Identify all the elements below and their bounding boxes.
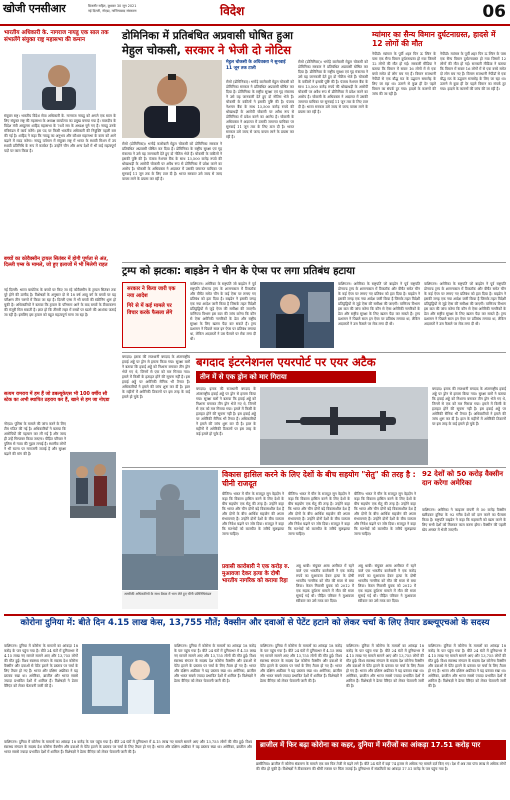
story-covaxin-kids bbox=[4, 256, 116, 386]
portrait-photo-icon bbox=[22, 54, 96, 110]
page-number: 06 bbox=[482, 2, 506, 22]
body-text: संयुक्त राष्ट्र। भारतीय विदेश सेवा अधिकारी के. नागराज नायडू को अगले एक साल के लिए संयुक्त राष्ट्र की महासभा के अध्यक्ष कार्यालय का प्रमुख बनाया गया है। मालदीव के विदेश मंत्री अब्दुल्ला शाहिद महासभा के 76वें सत्र के अध्यक्ष चुने गए हैं। नायडू उनके मंत्रिमंडल में कार्य करेंगे। इस पद पर किसी भारतीय अधिकारी की नियुक्ति पहली बार की गई है। शाहिद ने कहा कि नायडू का अनुभव और कौशल महासभा के काम को आगे बढ़ाने में मदद करेगा। नायडू वर्तमान में संयुक्त राष्ट्र में भारत के स्थायी मिशन में उप स्थायी प्रतिनिधि के रूप में कार्यरत हैं। उन्होंने चीन और अन्य देशों में भी कई महत्वपूर्ण पदों पर काम किया है। bbox=[4, 114, 116, 153]
headline-highlight: सरकार ने भेजी दो नोटिस bbox=[185, 43, 292, 57]
biden-photo-icon bbox=[260, 282, 334, 348]
body-text-c: रोसो (डोमिनिका)। भगोड़े कारोबारी मेहुल चोकसी को डोमिनिका सरकार ने प्रतिबंधित अप्रवासी घोषित कर दिया है। डोमिनिका के राष्ट्रीय सुरक्षा एवं गृह मंत्रालय ने उसे यह जानकारी देते हुए दो नोटिस भेजे हैं। चोकसी के वकीलों ने इसकी पुष्टि की है। पंजाब नेशनल बैंक के साथ 13,500 करोड़ रुपये की धोखाधड़ी के आरोपी चोकसी पर अवैध रूप से डोमिनिका में प्रवेश करने का आरोप है। चोकसी के अधिवक्ता ने अदालत में उसकी जमानत याचिका पर सुनवाई 11 जून तक के लिए टाल दी है। भारत सरकार उसे जल्द से जल्द वापस लाने के प्रयास कर रही है। bbox=[298, 60, 368, 114]
body-text-b: वाशिंगटन। दुनिया में कोरोना के मामलों का आंकड़ा 18 करोड़ के पार पहुंच गया है। बीते 24 घंटों में दुनियाभर में 4.15 लाख नए मामले सामने आए और 13,755 लोगों की मौत हुई। विश्व स्वास्थ्य संगठन के सदस्य देश कोरोना वैक्सीन और दवाओं से पेटेंट हटाने के प्रस्ताव पर चर्चा के लिए तैयार हो गए हैं। भारत और दक्षिण अफ्रीका ने यह प्रस्ताव रखा था। अमेरिका, ब्राजील और भारत सबसे ज्यादा प्रभावित देशों में शामिल हैं। विशेषज्ञों ने डेल्टा वैरिएंट को लेकर चेतावनी जारी की है। bbox=[174, 644, 256, 683]
story-china-india bbox=[222, 470, 416, 560]
page-header bbox=[0, 0, 510, 26]
headline: विकास हासिल करने के लिए देशों के बीच सहयोग "सेतु" की तरह है : चीनी राजदूत bbox=[222, 470, 416, 489]
headline-line2 bbox=[122, 43, 368, 57]
headline: 92 देशों को 50 करोड़ वैक्सीन दान करेगा अमेरिका bbox=[422, 470, 504, 487]
kicker-box bbox=[226, 60, 286, 71]
edition-name: नई दिल्ली, नोएडा, गाजियाबाद संस्करण bbox=[88, 9, 137, 13]
divider bbox=[122, 467, 506, 468]
story-nayadu bbox=[4, 30, 116, 153]
headline: सत्यम रामराय में हम हैं जो डबल्यूकेएस भी 100 वर्षीय सौ स्टेक का अभी स्थापित ठहराय कर हैं, खाने से हम जा नोएडा bbox=[4, 392, 110, 403]
story-trump bbox=[122, 265, 506, 350]
body-text-b: बगदाद। इराक की राजधानी बगदाद के अंतरराष्ट्रीय हवाई अड्डे पर ड्रोन से हमला किया गया। सुरक्षा बलों ने बताया कि हवाई अड्डे को निशाना बनाकर तीन ड्रोन भेजे गए थे, जिनमें से एक को मार गिराया गया। हमले में किसी के हताहत होने की सूचना नहीं है। इस हवाई अड्डे पर अमेरिकी सैनिक भी तैनात हैं। अधिकारियों ने हमले की जांच शुरू कर दी है। हाल के महीनों में अमेरिकी ठिकानों पर इस तरह के कई हमले हो चुके हैं। bbox=[196, 387, 256, 436]
body-text-a: बगदाद। इराक की राजधानी बगदाद के अंतरराष्ट्रीय हवाई अड्डे पर ड्रोन से हमला किया गया। सुरक्षा बलों ने बताया कि हवाई अड्डे को निशाना बनाकर तीन ड्रोन भेजे गए थे, जिनमें से एक को मार गिराया गया। हमले में किसी के हताहत होने की सूचना नहीं है। इस हवाई अड्डे पर अमेरिकी सैनिक भी तैनात हैं। अधिकारियों ने हमले की जांच शुरू कर दी है। हाल के महीनों में अमेरिकी ठिकानों पर इस तरह के कई हमले हो चुके हैं। bbox=[122, 355, 190, 399]
body-text-b: बीजिंग। भारत में चीन के राजदूत सुन वेइदोंग ने कहा कि विकास हासिल करने के लिए देशों के बीच सहयोग एक सेतु की तरह है। उन्होंने कहा कि भारत और चीन दोनों बड़े विकासशील देश हैं और दोनों के बीच आर्थिक सहयोग की अपार संभावनाएं हैं। उन्होंने दोनों देशों के बीच व्यापार और निवेश बढ़ाने पर जोर दिया। राजदूत ने कहा कि मतभेदों को बातचीत के जरिये सुलझाया जाना चाहिए। bbox=[288, 492, 350, 536]
body-text-b: नेपीडॉ। म्यांमार के पूर्वी शहर पिन ऊ ल्विन के पास एक सैन्य विमान दुर्घटनाग्रस्त हो गया जिसमें 12 लोगों की मौत हो गई। सरकारी मीडिया ने बताया कि विमान में सवार 16 लोगों में से एक बच्चे समेत दो लोग बच गए हैं। विमान राजधानी नेपीडॉ से एक बौद्ध मठ के उद्घाटन समारोह के लिए जा रहा था। उतरने से कुछ ही देर पहले विमान का संपर्क टूट गया। हादसे के कारणों की जांच की जा रही है। bbox=[440, 52, 506, 91]
body-text-a: वाशिंगटन। दुनिया में कोरोना के मामलों का आंकड़ा 18 करोड़ के पार पहुंच गया है। बीते 24 घंटों में दुनियाभर में 4.15 लाख नए मामले सामने आए और 13,755 लोगों की मौत हुई। विश्व स्वास्थ्य संगठन के सदस्य देश कोरोना वैक्सीन और दवाओं से पेटेंट हटाने के प्रस्ताव पर चर्चा के लिए तैयार हो गए हैं। भारत और दक्षिण अफ्रीका ने यह प्रस्ताव रखा था। अमेरिका, ब्राजील और भारत सबसे ज्यादा प्रभावित देशों में शामिल हैं। विशेषज्ञों ने डेल्टा वैरिएंट को लेकर चेतावनी जारी की है। bbox=[4, 644, 78, 688]
body-text-d: वाशिंगटन। दुनिया में कोरोना के मामलों का आंकड़ा 18 करोड़ के पार पहुंच गया है। बीते 24 घंटों में दुनियाभर में 4.15 लाख नए मामले सामने आए और 13,755 लोगों की मौत हुई। विश्व स्वास्थ्य संगठन के सदस्य देश कोरोना वैक्सीन और दवाओं से पेटेंट हटाने के प्रस्ताव पर चर्चा के लिए तैयार हो गए हैं। भारत और दक्षिण अफ्रीका ने यह प्रस्ताव रखा था। अमेरिका, ब्राजील और भारत सबसे ज्यादा प्रभावित देशों में शामिल हैं। विशेषज्ञों ने डेल्टा वैरिएंट को लेकर चेतावनी जारी की है। bbox=[346, 644, 424, 688]
body-text-c: वाशिंगटन। अमेरिका के राष्ट्रपति जो बाइडेन ने पूर्व राष्ट्रपति डोनाल्ड ट्रम्प के शासनकाल में टिकटॉक और वीचैट समेत चीन के कई ऐप्स पर लगाए गए प्रतिबंध को हटा दिया है। बाइडेन ने इसकी जगह एक नया आदेश जारी किया है जिसके तहत विदेशी प्रतिद्वंद्वियों से जुड़े ऐप्स की समीक्षा की जाएगी। वाणिज्य विभाग इस बात की जांच करेगा कि कौन से ऐप्स अमेरिकी नागरिकों के डेटा और राष्ट्रीय सुरक्षा के लिए खतरा पैदा कर सकते हैं। ट्रम्प प्रशासन ने पिछले साल इन ऐप्स पर प्रतिबंध लगाया था, लेकिन अदालतों ने उस फैसले पर रोक लगा दी थी। bbox=[424, 282, 506, 326]
edition-date: बिजनौर सहित, बुधवार 30 जून 2021 bbox=[88, 4, 137, 8]
story-baghdad bbox=[122, 355, 506, 465]
section-title: विदेश bbox=[220, 4, 245, 18]
body-text-e: वाशिंगटन। दुनिया में कोरोना के मामलों का आंकड़ा 18 करोड़ के पार पहुंच गया है। बीते 24 घंटों में दुनियाभर में 4.15 लाख नए मामले सामने आए और 13,755 लोगों की मौत हुई। विश्व स्वास्थ्य संगठन के सदस्य देश कोरोना वैक्सीन और दवाओं से पेटेंट हटाने के प्रस्ताव पर चर्चा के लिए तैयार हो गए हैं। भारत और दक्षिण अफ्रीका ने यह प्रस्ताव रखा था। अमेरिका, ब्राजील और भारत सबसे ज्यादा प्रभावित देशों में शामिल हैं। विशेषज्ञों ने डेल्टा वैरिएंट को लेकर चेतावनी जारी की है। bbox=[428, 644, 506, 688]
headline-line1: डोमिनिका में प्रतिबंधित अप्रवासी घोषित हुआ bbox=[122, 30, 293, 42]
story-myanmar bbox=[372, 30, 506, 260]
mehul-choksi-photo-icon bbox=[122, 60, 222, 138]
story-china-india-photo bbox=[122, 470, 218, 610]
headline: प्रवासी कारोबारी ने एक करोड़ रु. मुआवजा देकर हत्या के दोषी भारतीय नागरिक को कराया रिहा bbox=[222, 564, 290, 584]
subheadline-banner bbox=[196, 371, 376, 383]
headline-name: मेहुल चोकसी, bbox=[122, 43, 182, 57]
statue-photo-icon bbox=[122, 470, 218, 590]
headline: बगदाद इंटरनेशनल एयरपोर्ट पर एयर अटैक bbox=[196, 355, 376, 369]
divider bbox=[122, 262, 506, 263]
divider bbox=[122, 352, 506, 353]
body-text-a: अबू धाबी। संयुक्त अरब अमीरात में रहने वाले एक भारतीय कारोबारी ने एक करोड़ रुपये का मुआवजा देकर हत्या के दोषी भारतीय नागरिक को मौत की सजा से बचा लिया। केरल निवासी युवक को 2012 में एक सड़क दुर्घटना मामले में मौत की सजा सुनाई गई थी। पीड़ित परिवार ने मुआवजा स्वीकार कर उसे माफ कर दिया। bbox=[296, 564, 354, 603]
story-brazil bbox=[256, 740, 506, 798]
body-text-a: रोसो (डोमिनिका)। भगोड़े कारोबारी मेहुल चोकसी को डोमिनिका सरकार ने प्रतिबंधित अप्रवासी घोषित कर दिया है। डोमिनिका के राष्ट्रीय सुरक्षा एवं गृह मंत्रालय ने उसे यह जानकारी देते हुए दो नोटिस भेजे हैं। चोकसी के वकीलों ने इसकी पुष्टि की है। पंजाब नेशनल बैंक के साथ 13,500 करोड़ रुपये की धोखाधड़ी के आरोपी चोकसी पर अवैध रूप से डोमिनिका में प्रवेश करने का आरोप है। चोकसी के अधिवक्ता ने अदालत में उसकी जमानत याचिका पर सुनवाई 11 जून तक के लिए टाल दी है। भारत सरकार उसे जल्द से जल्द वापस लाने के प्रयास कर रही है। bbox=[122, 142, 222, 181]
story-vaccine-92 bbox=[422, 470, 506, 610]
headline: कोरोना दुनिया में: बीते दिन 4.15 लाख केस, 13,755 मौतें; वैक्सीन और दवाओं से पेटेंट हटाने को लेकर चर्चा के लिए तैयार डब्ल्यूएचओ के सदस्य bbox=[20, 618, 490, 628]
story-covid bbox=[4, 618, 506, 738]
kicker-text: मेहुल चोकसी के अधिवक्ता ने सुनवाई 11 जून तक टाली bbox=[226, 60, 286, 71]
bullet-2: गिरे से में कई मामले पर विचार करके फैसला लेंगे bbox=[127, 303, 173, 316]
body-text-a: बीजिंग। भारत में चीन के राजदूत सुन वेइदोंग ने कहा कि विकास हासिल करने के लिए देशों के बीच सहयोग एक सेतु की तरह है। उन्होंने कहा कि भारत और चीन दोनों बड़े विकासशील देश हैं और दोनों के बीच आर्थिक सहयोग की अपार संभावनाएं हैं। उन्होंने दोनों देशों के बीच व्यापार और निवेश बढ़ाने पर जोर दिया। राजदूत ने कहा कि मतभेदों को बातचीत के जरिये सुलझाया जाना चाहिए। bbox=[222, 492, 284, 536]
headline: बच्चों का कोवैक्सीन ट्रायल सितंबर में होगी पूर्णता से अंत, दिल्ली एम्स के मामले, जो हुए इलाजों में भी मिलेगी राहत bbox=[4, 256, 109, 269]
body-text: ब्रासीलिया। ब्राजील में कोरोना संक्रमण के मामले एक बार फिर तेजी से बढ़ने लगे हैं। बीते 24 घंटों में यहां 74 हजार से अधिक नए मामले दर्ज किए गए। देश में अब तक पांच लाख से अधिक लोगों की मौत हो चुकी है। विशेषज्ञों ने टीकाकरण की धीमी रफ्तार पर चिंता जताई है। दुनियाभर में संक्रमितों का आंकड़ा 17.51 करोड़ के पार पहुंच गया है। bbox=[256, 762, 506, 771]
body-text-c: बगदाद। इराक की राजधानी बगदाद के अंतरराष्ट्रीय हवाई अड्डे पर ड्रोन से हमला किया गया। सुरक्षा बलों ने बताया कि हवाई अड्डे को निशाना बनाकर तीन ड्रोन भेजे गए थे, जिनमें से एक को मार गिराया गया। हमले में किसी के हताहत होने की सूचना नहीं है। इस हवाई अड्डे पर अमेरिकी सैनिक भी तैनात हैं। अधिकारियों ने हमले की जांच शुरू कर दी है। हाल के महीनों में अमेरिकी ठिकानों पर इस तरह के कई हमले हो चुके हैं। bbox=[432, 387, 506, 426]
headline-banner bbox=[256, 740, 506, 760]
body-text-a: वाशिंगटन। अमेरिका के राष्ट्रपति जो बाइडेन ने पूर्व राष्ट्रपति डोनाल्ड ट्रम्प के शासनकाल में टिकटॉक और वीचैट समेत चीन के कई ऐप्स पर लगाए गए प्रतिबंध को हटा दिया है। बाइडेन ने इसकी जगह एक नया आदेश जारी किया है जिसके तहत विदेशी प्रतिद्वंद्वियों से जुड़े ऐप्स की समीक्षा की जाएगी। वाणिज्य विभाग इस बात की जांच करेगा कि कौन से ऐप्स अमेरिकी नागरिकों के डेटा और राष्ट्रीय सुरक्षा के लिए खतरा पैदा कर सकते हैं। ट्रम्प प्रशासन ने पिछले साल इन ऐप्स पर प्रतिबंध लगाया था, लेकिन अदालतों ने उस फैसले पर रोक लगा दी थी। bbox=[190, 282, 256, 341]
body-text-a: नेपीडॉ। म्यांमार के पूर्वी शहर पिन ऊ ल्विन के पास एक सैन्य विमान दुर्घटनाग्रस्त हो गया जिसमें 12 लोगों की मौत हो गई। सरकारी मीडिया ने बताया कि विमान में सवार 16 लोगों में से एक बच्चे समेत दो लोग बच गए हैं। विमान राजधानी नेपीडॉ से एक बौद्ध मठ के उद्घाटन समारोह के लिए जा रहा था। उतरने से कुछ ही देर पहले विमान का संपर्क टूट गया। हादसे के कारणों की जांच की जा रही है। bbox=[372, 52, 436, 96]
body-text: वाशिंगटन। अमेरिका ने फाइजर कंपनी से 50 करोड़ वैक्सीन खरीदकर दुनिया के 92 गरीब देशों को दान करने का फैसला किया है। राष्ट्रपति बाइडेन ने कहा कि महामारी को खत्म करने के लिए सभी देशों को मिलकर काम करना होगा। वैक्सीन की पहली खेप अगस्त में भेजी जाएगी। bbox=[422, 508, 506, 532]
bullet-box bbox=[122, 282, 186, 348]
masthead-logo bbox=[3, 2, 85, 23]
story-noida bbox=[4, 392, 116, 602]
headline: भारतीय अधिकारी के. नागराज नायडू एक साल तक संभालेंगे संयुक्त राष्ट्र महासभा की कमान bbox=[4, 30, 109, 43]
logo-text: खोजी एनसीआर bbox=[3, 2, 66, 15]
lab-photo-icon bbox=[82, 644, 170, 714]
story-indians bbox=[222, 564, 416, 612]
body-text-b: रोसो (डोमिनिका)। भगोड़े कारोबारी मेहुल चोकसी को डोमिनिका सरकार ने प्रतिबंधित अप्रवासी घोषित कर दिया है। डोमिनिका के राष्ट्रीय सुरक्षा एवं गृह मंत्रालय ने उसे यह जानकारी देते हुए दो नोटिस भेजे हैं। चोकसी के वकीलों ने इसकी पुष्टि की है। पंजाब नेशनल बैंक के साथ 13,500 करोड़ रुपये की धोखाधड़ी के आरोपी चोकसी पर अवैध रूप से डोमिनिका में प्रवेश करने का आरोप है। चोकसी के अधिवक्ता ने अदालत में उसकी जमानत याचिका पर सुनवाई 11 जून तक के लिए टाल दी है। भारत सरकार उसे जल्द से जल्द वापस लाने के प्रयास कर रही है। bbox=[226, 80, 294, 139]
divider bbox=[4, 614, 506, 616]
body-text-c: बीजिंग। भारत में चीन के राजदूत सुन वेइदोंग ने कहा कि विकास हासिल करने के लिए देशों के बीच सहयोग एक सेतु की तरह है। उन्होंने कहा कि भारत और चीन दोनों बड़े विकासशील देश हैं और दोनों के बीच आर्थिक सहयोग की अपार संभावनाएं हैं। उन्होंने दोनों देशों के बीच व्यापार और निवेश बढ़ाने पर जोर दिया। राजदूत ने कहा कि मतभेदों को बातचीत के जरिये सुलझाया जाना चाहिए। bbox=[354, 492, 416, 536]
page-number-box bbox=[476, 0, 510, 24]
headline: ट्रम्प को झटका: बाइडेन ने चीन के ऐप्स पर लगा प्रतिबंध हटाया bbox=[122, 266, 355, 277]
section-tab bbox=[200, 0, 310, 24]
body-text: नई दिल्ली। भारत बायोटेक के बच्चों पर किए जा रहे कोवैक्सीन के ट्रायल सितंबर तक पूरे होने की उम्मीद है। विशेषज्ञों के अनुसार दो से 18 वर्ष आयु वर्ग के बच्चों पर यह परीक्षण तीन चरणों में किया जा रहा है। दिल्ली एम्स में भी बच्चों की स्क्रीनिंग शुरू हो चुकी है। अधिकारियों ने बताया कि ट्रायल के परिणाम आने के बाद बच्चों के टीकाकरण की मंजूरी मिल सकती है। ज्ञात हो कि तीसरी लहर में बच्चों पर खतरे की आशंका जताई जा रही है। इसलिए इस ट्रायल को बहुत महत्वपूर्ण माना जा रहा है। bbox=[4, 288, 116, 317]
headline: ब्राजील में फिर बढ़ा कोरोना का कहर, दुनिया में मरीजों का आंकड़ा 17.51 करोड़ पार bbox=[260, 741, 481, 749]
body-text: नोएडा। पुलिस के मामले की जांच करने के लिए टीम गठित की गई है। अधिकारियों ने बताया कि आरोपियों की पहचान कर ली गई है और जल्द ही उन्हें गिरफ्तार किया जाएगा। पीड़ित परिवार ने पुलिस से न्याय की गुहार लगाई है। स्थानीय लोगों ने भी घटना पर नाराजगी जताई है और सुरक्षा बढ़ाने की मांग की है। bbox=[4, 422, 66, 456]
body-text-b: अबू धाबी। संयुक्त अरब अमीरात में रहने वाले एक भारतीय कारोबारी ने एक करोड़ रुपये का मुआवजा देकर हत्या के दोषी भारतीय नागरिक को मौत की सजा से बचा लिया। केरल निवासी युवक को 2012 में एक सड़क दुर्घटना मामले में मौत की सजा सुनाई गई थी। पीड़ित परिवार ने मुआवजा स्वीकार कर उसे माफ कर दिया। bbox=[358, 564, 416, 603]
bullet-1: सरकार ने किया जारी एक नया आदेश bbox=[127, 286, 176, 299]
crowd-photo-icon bbox=[70, 452, 116, 518]
headline: म्यांमार का सैन्य विमान दुर्घटनाग्रस्त, हादसे में 12 लोगों की मौत bbox=[372, 30, 496, 49]
drone-photo-icon bbox=[260, 387, 428, 465]
body-text-c: वाशिंगटन। दुनिया में कोरोना के मामलों का आंकड़ा 18 करोड़ के पार पहुंच गया है। बीते 24 घंटों में दुनियाभर में 4.15 लाख नए मामले सामने आए और 13,755 लोगों की मौत हुई। विश्व स्वास्थ्य संगठन के सदस्य देश कोरोना वैक्सीन और दवाओं से पेटेंट हटाने के प्रस्ताव पर चर्चा के लिए तैयार हो गए हैं। भारत और दक्षिण अफ्रीका ने यह प्रस्ताव रखा था। अमेरिका, ब्राजील और भारत सबसे ज्यादा प्रभावित देशों में शामिल हैं। विशेषज्ञों ने डेल्टा वैरिएंट को लेकर चेतावनी जारी की है। bbox=[260, 644, 342, 683]
body-text-b: वाशिंगटन। अमेरिका के राष्ट्रपति जो बाइडेन ने पूर्व राष्ट्रपति डोनाल्ड ट्रम्प के शासनकाल में टिकटॉक और वीचैट समेत चीन के कई ऐप्स पर लगाए गए प्रतिबंध को हटा दिया है। बाइडेन ने इसकी जगह एक नया आदेश जारी किया है जिसके तहत विदेशी प्रतिद्वंद्वियों से जुड़े ऐप्स की समीक्षा की जाएगी। वाणिज्य विभाग इस बात की जांच करेगा कि कौन से ऐप्स अमेरिकी नागरिकों के डेटा और राष्ट्रीय सुरक्षा के लिए खतरा पैदा कर सकते हैं। ट्रम्प प्रशासन ने पिछले साल इन ऐप्स पर प्रतिबंध लगाया था, लेकिन अदालतों ने उस फैसले पर रोक लगा दी थी। bbox=[338, 282, 420, 326]
subheadline: तीन में से एक ड्रोन को मार गिराया bbox=[200, 373, 287, 381]
photo-caption: अमरीकी अधिकारियों के साथ बैठक में भाग लेते हुए चीनी प्रतिनिधिमंडल bbox=[122, 591, 218, 609]
story-covid-continued: वाशिंगटन। दुनिया में कोरोना के मामलों का आंकड़ा 18 करोड़ के पार पहुंच गया है। बीते 24 घंटों में दुनियाभर में 4.15 लाख नए मामले सामने आए और 13,755 लोगों की मौत हुई। विश्व स्वास्थ्य संगठन के सदस्य देश कोरोना वैक्सीन और दवाओं से पेटेंट हटाने के प्रस्ताव पर चर्चा के लिए तैयार हो गए हैं। भारत और दक्षिण अफ्रीका ने यह प्रस्ताव रखा था। अमेरिका, ब्राजील और भारत सबसे ज्यादा प्रभावित देशों में शामिल हैं। विशेषज्ञों ने डेल्टा वैरिएंट को लेकर चेतावनी जारी की है। bbox=[4, 740, 252, 754]
masthead-info bbox=[88, 4, 168, 14]
story-choksi bbox=[122, 30, 368, 260]
